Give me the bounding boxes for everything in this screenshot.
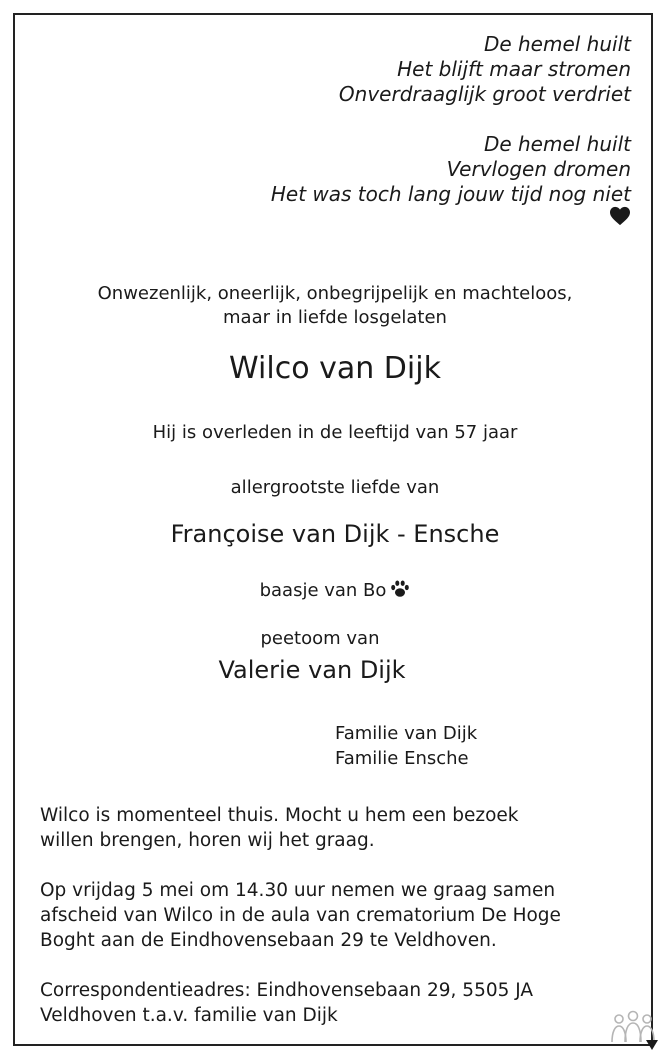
pet-line (15, 578, 655, 603)
correspondence-line: Veldhoven t.a.v. familie van Dijk (40, 1005, 338, 1026)
family-2: Familie Ensche (335, 748, 469, 769)
poem-line: De hemel huilt (483, 32, 631, 56)
intro-line-2: maar in liefde losgelaten (223, 307, 447, 328)
farewell-line: afscheid van Wilco in de aula van crematorium De Hoge (40, 905, 561, 926)
intro-line-1: Onwezenlijk, oneerlijk, onbegrijpelijk en machteloos, (97, 283, 573, 304)
farewell-text (40, 878, 561, 953)
poem-line: Het was toch lang jouw tijd nog niet (270, 182, 631, 206)
godchild-name: Valerie van Dijk (218, 656, 406, 684)
paw-icon (390, 580, 410, 598)
visit-line: Wilco is momenteel thuis. Mocht u hem een bezoek (40, 805, 519, 826)
pet-line-text: baasje van Bo (259, 580, 387, 601)
visit-line: willen brengen, horen wij het graag. (40, 830, 375, 851)
poem-line: Vervlogen dromen (446, 157, 631, 181)
heart-icon (609, 206, 631, 226)
poem-line: De hemel huilt (483, 132, 631, 156)
farewell-line: Op vrijdag 5 mei om 14.30 uur nemen we graag samen (40, 880, 556, 901)
poem-stanza-2 (271, 132, 631, 207)
deceased-name: Wilco van Dijk (229, 351, 441, 386)
correspondence-line: Correspondentieadres: Eindhovensebaan 29, 5505 JA (40, 980, 534, 1001)
love-line: allergrootste liefde van (230, 477, 440, 498)
age-line: Hij is overleden in de leeftijd van 57 jaar (152, 422, 518, 443)
correspondence-text (40, 978, 533, 1028)
triangle-down-icon (645, 1039, 659, 1051)
family-1: Familie van Dijk (335, 723, 478, 744)
visit-text (40, 803, 519, 853)
partner-name: Françoise van Dijk - Ensche (170, 520, 500, 548)
farewell-line: Boght aan de Eindhovensebaan 29 te Veldhoven. (40, 930, 497, 951)
godfather-line: peetoom van (260, 628, 380, 649)
poem-line: Het blijft maar stromen (397, 57, 631, 81)
poem-line: Onverdraaglijk groot verdriet (338, 82, 631, 106)
poem-stanza-1 (339, 32, 631, 107)
